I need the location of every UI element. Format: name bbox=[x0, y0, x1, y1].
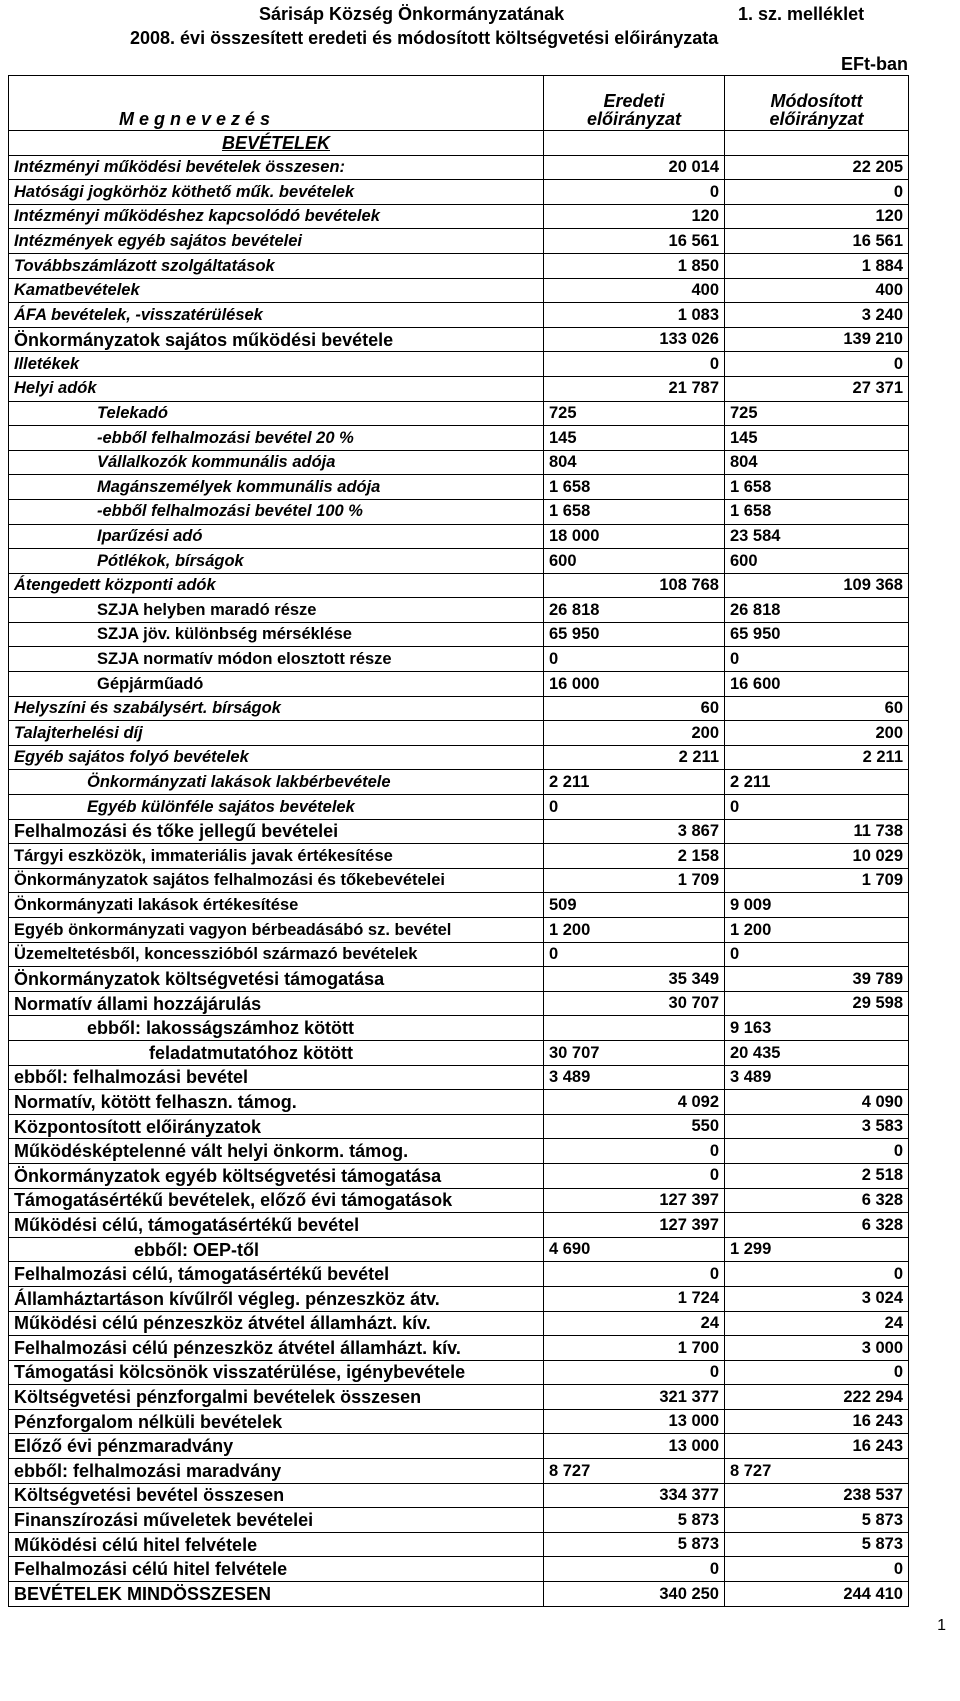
row-label: Költségvetési bevétel összesen bbox=[9, 1483, 544, 1508]
table-row bbox=[9, 376, 909, 401]
row-original-value: 60 bbox=[544, 696, 725, 721]
row-label: Egyéb sajátos folyó bevételek bbox=[9, 745, 544, 770]
table-row bbox=[9, 352, 909, 377]
table-row bbox=[9, 1163, 909, 1188]
row-label: Üzemeltetésből, koncesszióból származó bevételek bbox=[9, 942, 544, 967]
table-row bbox=[9, 795, 909, 820]
row-label: -ebből felhalmozási bevétel 20 % bbox=[9, 426, 544, 451]
row-label: Központosított előirányzatok bbox=[9, 1114, 544, 1139]
table-row bbox=[9, 1286, 909, 1311]
row-label: Tárgyi eszközök, immateriális javak értékesítése bbox=[9, 844, 544, 869]
row-label: Pénzforgalom nélküli bevételek bbox=[9, 1409, 544, 1434]
row-label: Átengedett központi adók bbox=[9, 573, 544, 598]
row-label: Önkormányzatok egyéb költségvetési támogatása bbox=[9, 1163, 544, 1188]
table-row bbox=[9, 868, 909, 893]
row-original-value: 1 200 bbox=[544, 918, 725, 943]
row-modified-value: 6 328 bbox=[725, 1188, 909, 1213]
table-row bbox=[9, 991, 909, 1016]
row-modified-value: 3 583 bbox=[725, 1114, 909, 1139]
row-original-value: 0 bbox=[544, 180, 725, 205]
table-row bbox=[9, 672, 909, 697]
row-modified-value: 16 600 bbox=[725, 672, 909, 697]
row-original-value: 804 bbox=[544, 450, 725, 475]
row-original-value: 108 768 bbox=[544, 573, 725, 598]
row-modified-value: 9 009 bbox=[725, 893, 909, 918]
document-title: Sárisáp Község Önkormányzatának bbox=[259, 4, 565, 24]
column-header-modified-line1: Módosított bbox=[770, 91, 863, 111]
row-original-value: 3 489 bbox=[544, 1065, 725, 1090]
row-modified-value: 16 243 bbox=[725, 1434, 909, 1459]
row-modified-value: 1 200 bbox=[725, 918, 909, 943]
column-header-original bbox=[544, 76, 725, 131]
row-original-value: 0 bbox=[544, 1163, 725, 1188]
table-row bbox=[9, 475, 909, 500]
row-modified-value: 0 bbox=[725, 795, 909, 820]
row-label: BEVÉTELEK MINDÖSSZESEN bbox=[9, 1582, 544, 1607]
table-row bbox=[9, 401, 909, 426]
attachment-number: 1. sz. melléklet bbox=[738, 4, 865, 24]
row-modified-value: 20 435 bbox=[725, 1040, 909, 1065]
row-modified-value: 600 bbox=[725, 549, 909, 574]
table-row bbox=[9, 1582, 909, 1607]
table-row bbox=[9, 918, 909, 943]
row-original-value: 1 083 bbox=[544, 303, 725, 328]
document-subtitle: 2008. évi összesített eredeti és módosított költségvetési előirányzata bbox=[130, 28, 719, 48]
row-label: Magánszemélyek kommunális adója bbox=[9, 475, 544, 500]
table-row bbox=[9, 647, 909, 672]
row-modified-value: 22 205 bbox=[725, 155, 909, 180]
row-modified-value: 3 240 bbox=[725, 303, 909, 328]
table-row bbox=[9, 573, 909, 598]
row-label: Kamatbevételek bbox=[9, 278, 544, 303]
row-modified-value: 804 bbox=[725, 450, 909, 475]
row-original-value: 8 727 bbox=[544, 1459, 725, 1484]
row-modified-value: 60 bbox=[725, 696, 909, 721]
row-modified-value: 27 371 bbox=[725, 376, 909, 401]
row-original-value: 5 873 bbox=[544, 1532, 725, 1557]
table-row bbox=[9, 278, 909, 303]
row-label: Normatív, kötött felhaszn. támog. bbox=[9, 1090, 544, 1115]
row-original-value: 334 377 bbox=[544, 1483, 725, 1508]
table-row bbox=[9, 1090, 909, 1115]
row-modified-value: 11 738 bbox=[725, 819, 909, 844]
row-modified-value: 3 024 bbox=[725, 1286, 909, 1311]
row-label: Hatósági jogkörhöz köthető műk. bevételek bbox=[9, 180, 544, 205]
row-label: ebből: lakosságszámhoz kötött bbox=[9, 1016, 544, 1041]
row-original-value: 120 bbox=[544, 204, 725, 229]
row-original-value: 16 561 bbox=[544, 229, 725, 254]
table-row bbox=[9, 450, 909, 475]
row-modified-value: 400 bbox=[725, 278, 909, 303]
table-row bbox=[9, 524, 909, 549]
row-label: Egyéb önkormányzati vagyon bérbeadásábó sz. bevétel bbox=[9, 918, 544, 943]
row-original-value: 4 690 bbox=[544, 1237, 725, 1262]
row-label: Gépjárműadó bbox=[9, 672, 544, 697]
row-original-value: 20 014 bbox=[544, 155, 725, 180]
table-row bbox=[9, 426, 909, 451]
row-original-value: 24 bbox=[544, 1311, 725, 1336]
row-original-value: 321 377 bbox=[544, 1385, 725, 1410]
row-label: feladatmutatóhoz kötött bbox=[9, 1040, 544, 1065]
section-empty-cell bbox=[725, 131, 909, 156]
row-label: -ebből felhalmozási bevétel 100 % bbox=[9, 499, 544, 524]
row-modified-value: 244 410 bbox=[725, 1582, 909, 1607]
row-modified-value: 1 299 bbox=[725, 1237, 909, 1262]
row-modified-value: 145 bbox=[725, 426, 909, 451]
row-label: Helyi adók bbox=[9, 376, 544, 401]
row-original-value: 0 bbox=[544, 1262, 725, 1287]
row-modified-value: 8 727 bbox=[725, 1459, 909, 1484]
table-row bbox=[9, 1409, 909, 1434]
row-modified-value: 725 bbox=[725, 401, 909, 426]
table-row bbox=[9, 844, 909, 869]
row-original-value: 0 bbox=[544, 942, 725, 967]
row-modified-value: 0 bbox=[725, 352, 909, 377]
table-row bbox=[9, 204, 909, 229]
row-modified-value: 3 489 bbox=[725, 1065, 909, 1090]
row-original-value: 3 867 bbox=[544, 819, 725, 844]
row-original-value: 127 397 bbox=[544, 1188, 725, 1213]
table-row bbox=[9, 1483, 909, 1508]
unit-label: EFt-ban bbox=[841, 54, 908, 74]
row-modified-value: 9 163 bbox=[725, 1016, 909, 1041]
revenue-table bbox=[8, 75, 909, 1607]
row-original-value: 0 bbox=[544, 795, 725, 820]
document-header bbox=[0, 0, 960, 55]
row-label: SZJA jöv. különbség mérséklése bbox=[9, 622, 544, 647]
row-modified-value: 0 bbox=[725, 942, 909, 967]
row-original-value: 16 000 bbox=[544, 672, 725, 697]
row-modified-value: 222 294 bbox=[725, 1385, 909, 1410]
row-modified-value: 0 bbox=[725, 1262, 909, 1287]
column-header-original-line1: Eredeti bbox=[603, 91, 665, 111]
row-label: Egyéb különféle sajátos bevételek bbox=[9, 795, 544, 820]
row-original-value: 1 658 bbox=[544, 499, 725, 524]
row-label: Önkormányzatok sajátos működési bevétele bbox=[9, 327, 544, 352]
table-row bbox=[9, 1262, 909, 1287]
row-label: ebből: felhalmozási bevétel bbox=[9, 1065, 544, 1090]
row-original-value: 35 349 bbox=[544, 967, 725, 992]
column-header-modified bbox=[725, 76, 909, 131]
row-label: SZJA normatív módon elosztott része bbox=[9, 647, 544, 672]
row-label: Talajterhelési díj bbox=[9, 721, 544, 746]
row-modified-value: 2 518 bbox=[725, 1163, 909, 1188]
table-row bbox=[9, 1114, 909, 1139]
table-row bbox=[9, 1459, 909, 1484]
row-label: Pótlékok, bírságok bbox=[9, 549, 544, 574]
row-original-value: 30 707 bbox=[544, 991, 725, 1016]
row-modified-value: 1 709 bbox=[725, 868, 909, 893]
row-original-value: 26 818 bbox=[544, 598, 725, 623]
row-modified-value: 0 bbox=[725, 180, 909, 205]
row-label: Telekadó bbox=[9, 401, 544, 426]
row-original-value: 2 211 bbox=[544, 770, 725, 795]
row-original-value: 0 bbox=[544, 647, 725, 672]
table-row bbox=[9, 1065, 909, 1090]
row-label: Iparűzési adó bbox=[9, 524, 544, 549]
row-original-value: 30 707 bbox=[544, 1040, 725, 1065]
table-row bbox=[9, 155, 909, 180]
row-modified-value: 23 584 bbox=[725, 524, 909, 549]
row-modified-value: 0 bbox=[725, 1557, 909, 1582]
table-row bbox=[9, 549, 909, 574]
row-original-value: 1 724 bbox=[544, 1286, 725, 1311]
row-original-value: 5 873 bbox=[544, 1508, 725, 1533]
row-modified-value: 39 789 bbox=[725, 967, 909, 992]
row-label: Intézményi működési bevételek összesen: bbox=[9, 155, 544, 180]
table-row bbox=[9, 622, 909, 647]
table-row bbox=[9, 499, 909, 524]
row-modified-value: 2 211 bbox=[725, 745, 909, 770]
table-row bbox=[9, 1237, 909, 1262]
row-modified-value: 16 561 bbox=[725, 229, 909, 254]
row-label: SZJA helyben maradó része bbox=[9, 598, 544, 623]
row-original-value: 1 658 bbox=[544, 475, 725, 500]
row-original-value: 13 000 bbox=[544, 1434, 725, 1459]
row-label: Illetékek bbox=[9, 352, 544, 377]
column-header-modified-line2: előirányzat bbox=[769, 109, 864, 129]
row-label: Felhalmozási célú, támogatásértékű bevétel bbox=[9, 1262, 544, 1287]
row-original-value: 600 bbox=[544, 549, 725, 574]
row-label: Felhalmozási célú pénzeszköz átvétel államházt. kív. bbox=[9, 1336, 544, 1361]
section-empty-cell bbox=[544, 131, 725, 156]
table-row bbox=[9, 770, 909, 795]
table-header-row bbox=[9, 76, 909, 131]
row-modified-value: 3 000 bbox=[725, 1336, 909, 1361]
row-original-value: 1 700 bbox=[544, 1336, 725, 1361]
row-modified-value: 5 873 bbox=[725, 1532, 909, 1557]
table-row bbox=[9, 1311, 909, 1336]
section-title: BEVÉTELEK bbox=[9, 131, 544, 156]
row-original-value: 13 000 bbox=[544, 1409, 725, 1434]
row-original-value: 0 bbox=[544, 352, 725, 377]
table-row bbox=[9, 598, 909, 623]
row-label: Önkormányzati lakások értékesítése bbox=[9, 893, 544, 918]
row-modified-value: 16 243 bbox=[725, 1409, 909, 1434]
row-label: Önkormányzatok költségvetési támogatása bbox=[9, 967, 544, 992]
table-row bbox=[9, 1508, 909, 1533]
row-modified-value: 139 210 bbox=[725, 327, 909, 352]
row-original-value: 2 158 bbox=[544, 844, 725, 869]
row-modified-value: 120 bbox=[725, 204, 909, 229]
row-label: Működési célú, támogatásértékű bevétel bbox=[9, 1213, 544, 1238]
row-original-value: 0 bbox=[544, 1139, 725, 1164]
row-label: Önkormányzati lakások lakbérbevétele bbox=[9, 770, 544, 795]
table-row bbox=[9, 819, 909, 844]
section-row bbox=[9, 131, 909, 156]
row-original-value: 1 850 bbox=[544, 253, 725, 278]
row-original-value: 400 bbox=[544, 278, 725, 303]
row-modified-value: 65 950 bbox=[725, 622, 909, 647]
table-row bbox=[9, 696, 909, 721]
row-label: Intézmények egyéb sajátos bevételei bbox=[9, 229, 544, 254]
row-original-value: 0 bbox=[544, 1360, 725, 1385]
table-row bbox=[9, 327, 909, 352]
table-row bbox=[9, 745, 909, 770]
table-row bbox=[9, 180, 909, 205]
row-label: Vállalkozók kommunális adója bbox=[9, 450, 544, 475]
row-modified-value: 6 328 bbox=[725, 1213, 909, 1238]
table-row bbox=[9, 253, 909, 278]
row-original-value: 340 250 bbox=[544, 1582, 725, 1607]
row-modified-value: 29 598 bbox=[725, 991, 909, 1016]
row-original-value: 21 787 bbox=[544, 376, 725, 401]
table-row bbox=[9, 1532, 909, 1557]
table-row bbox=[9, 942, 909, 967]
row-original-value: 200 bbox=[544, 721, 725, 746]
row-modified-value: 10 029 bbox=[725, 844, 909, 869]
row-label: Továbbszámlázott szolgáltatások bbox=[9, 253, 544, 278]
table-row bbox=[9, 1385, 909, 1410]
row-modified-value: 24 bbox=[725, 1311, 909, 1336]
column-header-original-line2: előirányzat bbox=[586, 109, 682, 129]
row-label: Támogatási kölcsönök visszatérülése, igénybevétele bbox=[9, 1360, 544, 1385]
table-row bbox=[9, 1016, 909, 1041]
row-label: Helyszíni és szabálysért. bírságok bbox=[9, 696, 544, 721]
table-row bbox=[9, 721, 909, 746]
row-label: Felhalmozási célú hitel felvétele bbox=[9, 1557, 544, 1582]
table-row bbox=[9, 1557, 909, 1582]
row-label: ebből: felhalmozási maradvány bbox=[9, 1459, 544, 1484]
row-label: Működési célú pénzeszköz átvétel államházt. kív. bbox=[9, 1311, 544, 1336]
row-modified-value: 1 658 bbox=[725, 499, 909, 524]
row-original-value: 145 bbox=[544, 426, 725, 451]
row-label: Intézményi működéshez kapcsolódó bevételek bbox=[9, 204, 544, 229]
row-original-value: 133 026 bbox=[544, 327, 725, 352]
row-label: Normatív állami hozzájárulás bbox=[9, 991, 544, 1016]
row-modified-value: 2 211 bbox=[725, 770, 909, 795]
row-modified-value: 0 bbox=[725, 1360, 909, 1385]
row-modified-value: 1 884 bbox=[725, 253, 909, 278]
row-original-value: 18 000 bbox=[544, 524, 725, 549]
row-original-value: 1 709 bbox=[544, 868, 725, 893]
row-modified-value: 238 537 bbox=[725, 1483, 909, 1508]
row-label: Előző évi pénzmaradvány bbox=[9, 1434, 544, 1459]
table-row bbox=[9, 303, 909, 328]
table-row bbox=[9, 1040, 909, 1065]
row-modified-value: 0 bbox=[725, 647, 909, 672]
row-label: Önkormányzatok sajátos felhalmozási és tőkebevételei bbox=[9, 868, 544, 893]
table-row bbox=[9, 1360, 909, 1385]
row-modified-value: 4 090 bbox=[725, 1090, 909, 1115]
row-original-value bbox=[544, 1016, 725, 1041]
table-row bbox=[9, 1336, 909, 1361]
row-label: Működésképtelenné vált helyi önkorm. támog. bbox=[9, 1139, 544, 1164]
table-row bbox=[9, 967, 909, 992]
row-modified-value: 0 bbox=[725, 1139, 909, 1164]
row-original-value: 509 bbox=[544, 893, 725, 918]
row-label: Államháztartáson kívűlről végleg. pénzeszköz átv. bbox=[9, 1286, 544, 1311]
row-label: ebből: OEP-től bbox=[9, 1237, 544, 1262]
row-modified-value: 200 bbox=[725, 721, 909, 746]
table-row bbox=[9, 1139, 909, 1164]
row-original-value: 2 211 bbox=[544, 745, 725, 770]
table-row bbox=[9, 229, 909, 254]
row-original-value: 4 092 bbox=[544, 1090, 725, 1115]
row-original-value: 550 bbox=[544, 1114, 725, 1139]
page-number: 1 bbox=[937, 1617, 946, 1634]
table-row bbox=[9, 893, 909, 918]
column-header-name: M e g n e v e z é s bbox=[9, 76, 544, 131]
row-modified-value: 26 818 bbox=[725, 598, 909, 623]
table-row bbox=[9, 1434, 909, 1459]
row-modified-value: 1 658 bbox=[725, 475, 909, 500]
row-original-value: 65 950 bbox=[544, 622, 725, 647]
row-original-value: 127 397 bbox=[544, 1213, 725, 1238]
table-row bbox=[9, 1188, 909, 1213]
row-label: Támogatásértékű bevételek, előző évi támogatások bbox=[9, 1188, 544, 1213]
row-label: Felhalmozási és tőke jellegű bevételei bbox=[9, 819, 544, 844]
row-label: Finanszírozási műveletek bevételei bbox=[9, 1508, 544, 1533]
row-original-value: 725 bbox=[544, 401, 725, 426]
row-original-value: 0 bbox=[544, 1557, 725, 1582]
row-label: Költségvetési pénzforgalmi bevételek összesen bbox=[9, 1385, 544, 1410]
row-modified-value: 5 873 bbox=[725, 1508, 909, 1533]
row-modified-value: 109 368 bbox=[725, 573, 909, 598]
table-row bbox=[9, 1213, 909, 1238]
row-label: ÁFA bevételek, -visszatérülések bbox=[9, 303, 544, 328]
row-label: Működési célú hitel felvétele bbox=[9, 1532, 544, 1557]
